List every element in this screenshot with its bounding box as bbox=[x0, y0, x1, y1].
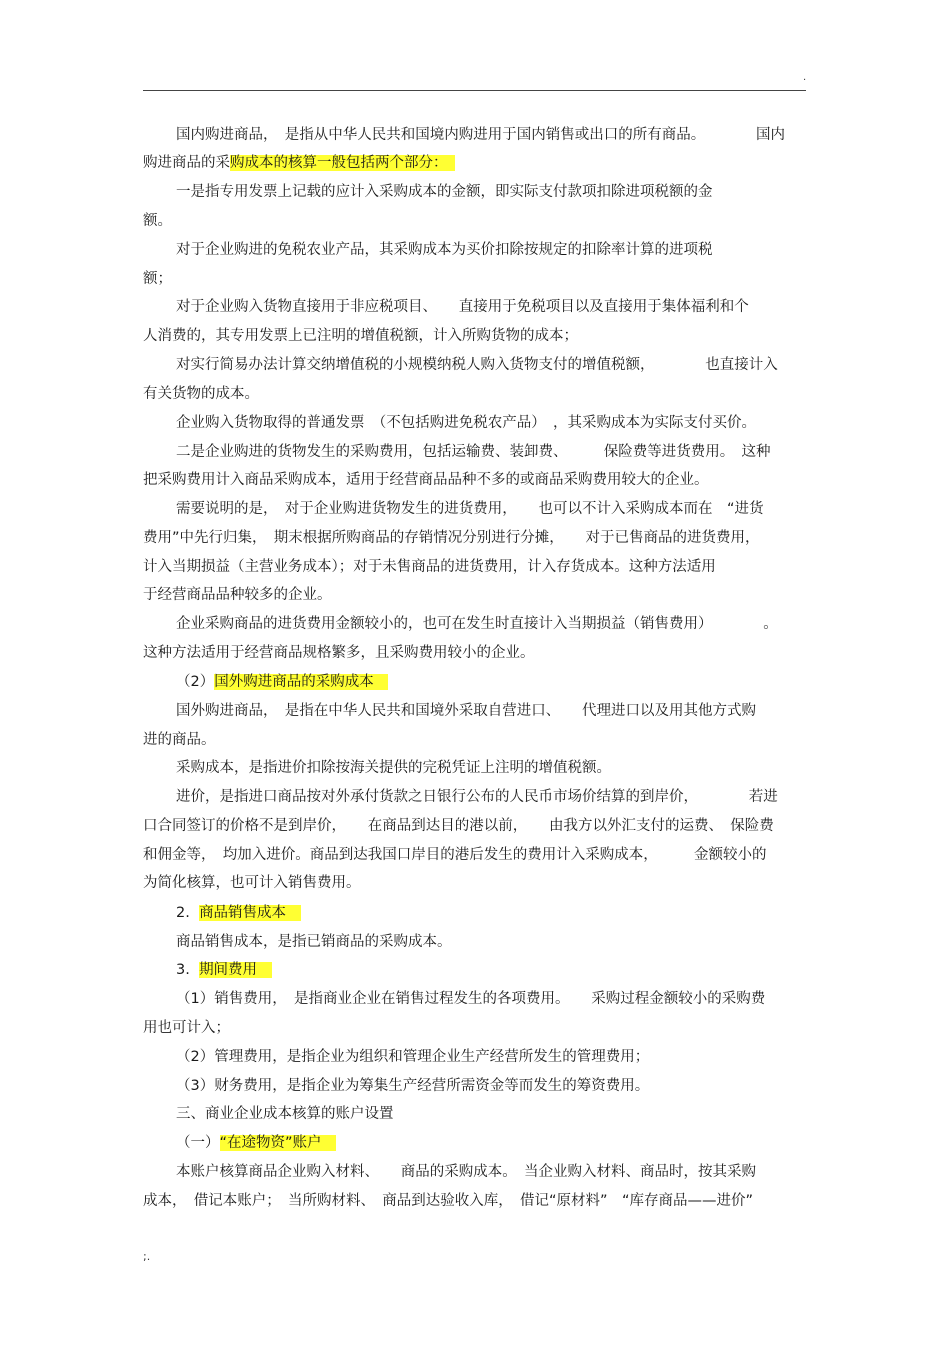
highlighted-text: “在途物资”账户 bbox=[219, 1135, 337, 1151]
line-text: （2）管理费用，是指企业为组织和管理企业生产经营所发生的管理费用； bbox=[176, 1049, 650, 1065]
line-text: 计入当期损益（主营业务成本）；对于未售商品的进货费用，计入存货成本。这种方法适用 bbox=[143, 559, 716, 575]
line-text: 这种方法适用于经营商品规格繁多，且采购费用较小的企业。 bbox=[143, 645, 535, 661]
text-line bbox=[143, 757, 806, 779]
line-text: 采购成本，是指进价扣除按海关提供的完税凭证上注明的增值税额。 bbox=[176, 760, 611, 776]
text-line bbox=[143, 441, 806, 463]
text-line bbox=[143, 642, 806, 664]
line-text: 人消费的，其专用发票上已注明的增值税额，计入所购货物的成本； bbox=[143, 328, 578, 344]
text-line bbox=[143, 1132, 806, 1154]
highlighted-text: 商品销售成本 bbox=[199, 905, 301, 921]
line-text: 三、商业企业成本核算的账户设置 bbox=[176, 1106, 394, 1122]
line-text: 费用”中先行归集， 期末根据所购商品的存销情况分别进行分摊， 对于已售商品的进货费用， bbox=[143, 530, 760, 546]
text-line bbox=[143, 729, 806, 751]
line-text: 3. bbox=[176, 962, 200, 978]
text-line bbox=[143, 959, 806, 981]
line-text: 进价，是指进口商品按对外承付货款之日银行公布的人民币市场价结算的到岸价， 若进 bbox=[176, 789, 778, 805]
header-mark: . bbox=[803, 72, 807, 83]
text-line bbox=[143, 556, 806, 578]
text-line bbox=[143, 383, 806, 405]
line-text: （一） bbox=[176, 1135, 220, 1151]
text-line bbox=[143, 296, 806, 318]
highlighted-text: 期间费用 bbox=[199, 962, 272, 978]
line-text: 进的商品。 bbox=[143, 732, 216, 748]
line-text: 成本， 借记本账户； 当所购材料、 商品到达验收入库， 借记“原材料” “库存商品——进价” bbox=[143, 1193, 754, 1209]
line-text: 对于企业购进的免税农业产品，其采购成本为买价扣除按规定的扣除率计算的进项税 bbox=[176, 242, 713, 258]
line-text: 企业购入货物取得的普通发票 （不包括购进免税农产品） ，其采购成本为实际支付买价。 bbox=[176, 415, 756, 431]
line-text: 把采购费用计入商品采购成本，适用于经营商品品种不多的或商品采购费用较大的企业。 bbox=[143, 472, 709, 488]
line-text: 国内购进商品， 是指从中华人民共和国境内购进用于国内销售或出口的所有商品。 国内 bbox=[176, 127, 785, 143]
text-line bbox=[143, 902, 806, 924]
line-text: （2） bbox=[176, 674, 215, 690]
text-line bbox=[143, 469, 806, 491]
line-text: 为简化核算，也可计入销售费用。 bbox=[143, 875, 361, 891]
text-line bbox=[143, 1161, 806, 1183]
text-line bbox=[143, 988, 806, 1010]
line-text: 额； bbox=[143, 271, 172, 287]
text-line bbox=[143, 815, 806, 837]
line-text: （1）销售费用， 是指商业企业在销售过程发生的各项费用。 采购过程金额较小的采购费 bbox=[176, 991, 766, 1007]
text-line bbox=[143, 844, 806, 866]
line-text: 本账户核算商品企业购入材料、 商品的采购成本。 当企业购入材料、商品时，按其采购 bbox=[176, 1164, 756, 1180]
text-line bbox=[143, 498, 806, 520]
line-text: 对实行简易办法计算交纳增值税的小规模纳税人购入货物支付的增值税额， 也直接计入 bbox=[176, 357, 778, 373]
line-text: （3）财务费用，是指企业为筹集生产经营所需资金等而发生的筹资费用。 bbox=[176, 1078, 650, 1094]
text-line bbox=[143, 124, 806, 146]
line-text: 和佣金等， 均加入进价。商品到达我国口岸目的港后发生的费用计入采购成本， 金额较小的 bbox=[143, 847, 767, 863]
line-text: 口合同签订的价格不是到岸价， 在商品到达目的港以前， 由我方以外汇支付的运费、 保险费 bbox=[143, 818, 774, 834]
line-text: 额。 bbox=[143, 213, 172, 229]
line-text: 一是指专用发票上记载的应计入采购成本的金额，即实际支付款项扣除进项税额的金 bbox=[176, 184, 713, 200]
text-line bbox=[143, 872, 806, 894]
text-line bbox=[143, 210, 806, 232]
text-line bbox=[143, 181, 806, 203]
text-line bbox=[143, 671, 806, 693]
text-line bbox=[143, 786, 806, 808]
text-line bbox=[143, 1046, 806, 1068]
line-text: 有关货物的成本。 bbox=[143, 386, 259, 402]
text-line bbox=[143, 152, 806, 174]
line-text: 用也可计入； bbox=[143, 1020, 230, 1036]
highlighted-text: 购成本的核算一般包括两个部分： bbox=[230, 155, 455, 171]
line-text: 国外购进商品， 是指在中华人民共和国境外采取自营进口、 代理进口以及用其他方式购 bbox=[176, 703, 756, 719]
text-line bbox=[143, 268, 806, 290]
text-line bbox=[143, 527, 806, 549]
line-text: 企业采购商品的进货费用金额较小的，也可在发生时直接计入当期损益（销售费用） 。 bbox=[176, 616, 778, 632]
text-line bbox=[143, 584, 806, 606]
line-text: 需要说明的是， 对于企业购进货物发生的进货费用， 也可以不计入采购成本而在 “进货 bbox=[176, 501, 764, 517]
text-line bbox=[143, 1075, 806, 1097]
highlighted-text: 国外购进商品的采购成本 bbox=[214, 674, 389, 690]
line-text: 购进商品的采 bbox=[143, 155, 230, 171]
footer-mark: ;. bbox=[143, 1250, 151, 1263]
text-line bbox=[143, 1190, 806, 1212]
header-rule bbox=[143, 90, 806, 91]
text-line bbox=[143, 239, 806, 261]
text-line bbox=[143, 325, 806, 347]
line-text: 二是企业购进的货物发生的采购费用，包括运输费、装卸费、 保险费等进货费用。 这种 bbox=[176, 444, 771, 460]
text-line bbox=[143, 700, 806, 722]
text-line bbox=[143, 412, 806, 434]
text-line bbox=[143, 1103, 806, 1125]
line-text: 2. bbox=[176, 905, 200, 921]
line-text: 对于企业购入货物直接用于非应税项目、 直接用于免税项目以及直接用于集体福利和个 bbox=[176, 299, 749, 315]
text-line bbox=[143, 1017, 806, 1039]
text-line bbox=[143, 931, 806, 953]
line-text: 于经营商品品种较多的企业。 bbox=[143, 587, 332, 603]
line-text: 商品销售成本，是指已销商品的采购成本。 bbox=[176, 934, 452, 950]
text-line bbox=[143, 613, 806, 635]
text-line bbox=[143, 354, 806, 376]
